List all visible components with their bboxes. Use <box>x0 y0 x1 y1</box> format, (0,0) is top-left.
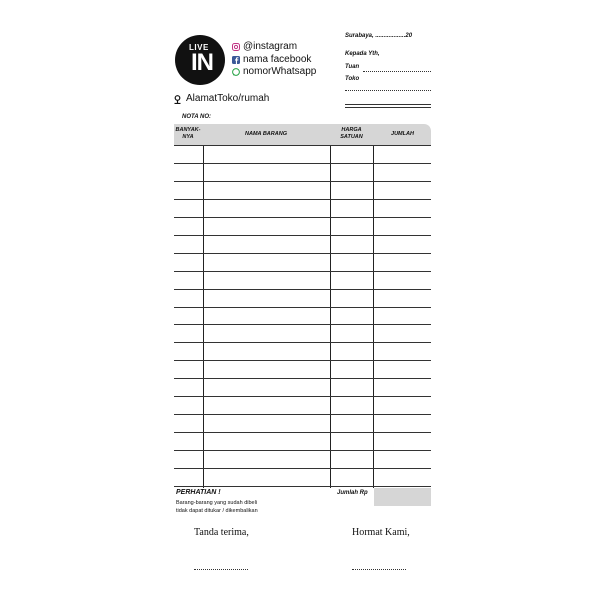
table-row-line <box>174 468 431 469</box>
column-amount: JUMLAH <box>391 131 414 137</box>
location-pin-icon <box>174 95 181 104</box>
sender-signature-line <box>352 569 406 570</box>
table-header <box>174 124 431 145</box>
whatsapp-number: nomorWhatsapp <box>243 66 317 77</box>
address-line-2 <box>345 104 431 105</box>
signature-sender-label: Hormat Kami, <box>352 527 410 538</box>
table-row-line <box>174 307 431 308</box>
table-row-line <box>174 271 431 272</box>
signature-receiver-label: Tanda terima, <box>194 527 249 538</box>
instagram-icon <box>232 43 240 51</box>
column-divider <box>330 145 331 488</box>
table-row-line <box>174 396 431 397</box>
table-row-line <box>174 217 431 218</box>
notice-body <box>176 499 258 515</box>
table-row-line <box>174 145 431 146</box>
table-row-line <box>174 486 431 487</box>
table-row-line <box>174 432 431 433</box>
city-date: Surabaya, ..................20 <box>345 33 413 39</box>
notice-title: PERHATIAN ! <box>176 489 221 496</box>
column-quantity: BANYAK- NYA <box>175 127 201 140</box>
table-row-line <box>174 199 431 200</box>
table-row-line <box>174 163 431 164</box>
table-row-line <box>174 378 431 379</box>
total-label: Jumlah Rp <box>337 490 368 496</box>
total-amount-box[interactable] <box>374 488 431 506</box>
table-row-line <box>174 360 431 361</box>
notice-line: tidak dapat ditukar / dikembalikan <box>176 508 258 514</box>
table-row-line <box>174 235 431 236</box>
tuan-dotted-line <box>363 71 431 72</box>
column-unit-price: HARGA SATUAN <box>340 127 363 140</box>
address-dotted-line-1 <box>345 90 431 91</box>
table-row-line <box>174 414 431 415</box>
table-row-line <box>174 342 431 343</box>
instagram-handle: @instagram <box>243 41 298 52</box>
logo-top-text: LIVE <box>189 43 209 52</box>
column-divider <box>373 145 374 488</box>
nota-number-label: NOTA NO: <box>182 114 211 120</box>
address-line-3 <box>345 107 431 108</box>
logo-main-text: IN <box>191 49 213 76</box>
notice-line: Barang-barang yang sudah dibeli <box>176 500 258 506</box>
toko-label: Toko <box>345 76 360 82</box>
table-row-line <box>174 324 431 325</box>
whatsapp-icon <box>232 68 240 76</box>
table-row-line <box>174 450 431 451</box>
table-row-line <box>174 181 431 182</box>
table-row-line <box>174 289 431 290</box>
facebook-name: nama facebook <box>243 54 312 65</box>
brand-logo <box>175 35 225 85</box>
store-address: AlamatToko/rumah <box>186 93 270 104</box>
recipient-label: Kepada Yth, <box>345 51 380 57</box>
table-row-line <box>174 253 431 254</box>
receiver-signature-line <box>194 569 248 570</box>
column-divider <box>203 145 204 488</box>
tuan-label: Tuan <box>345 64 360 70</box>
facebook-icon <box>232 56 240 64</box>
column-item-name: NAMA BARANG <box>245 131 287 137</box>
